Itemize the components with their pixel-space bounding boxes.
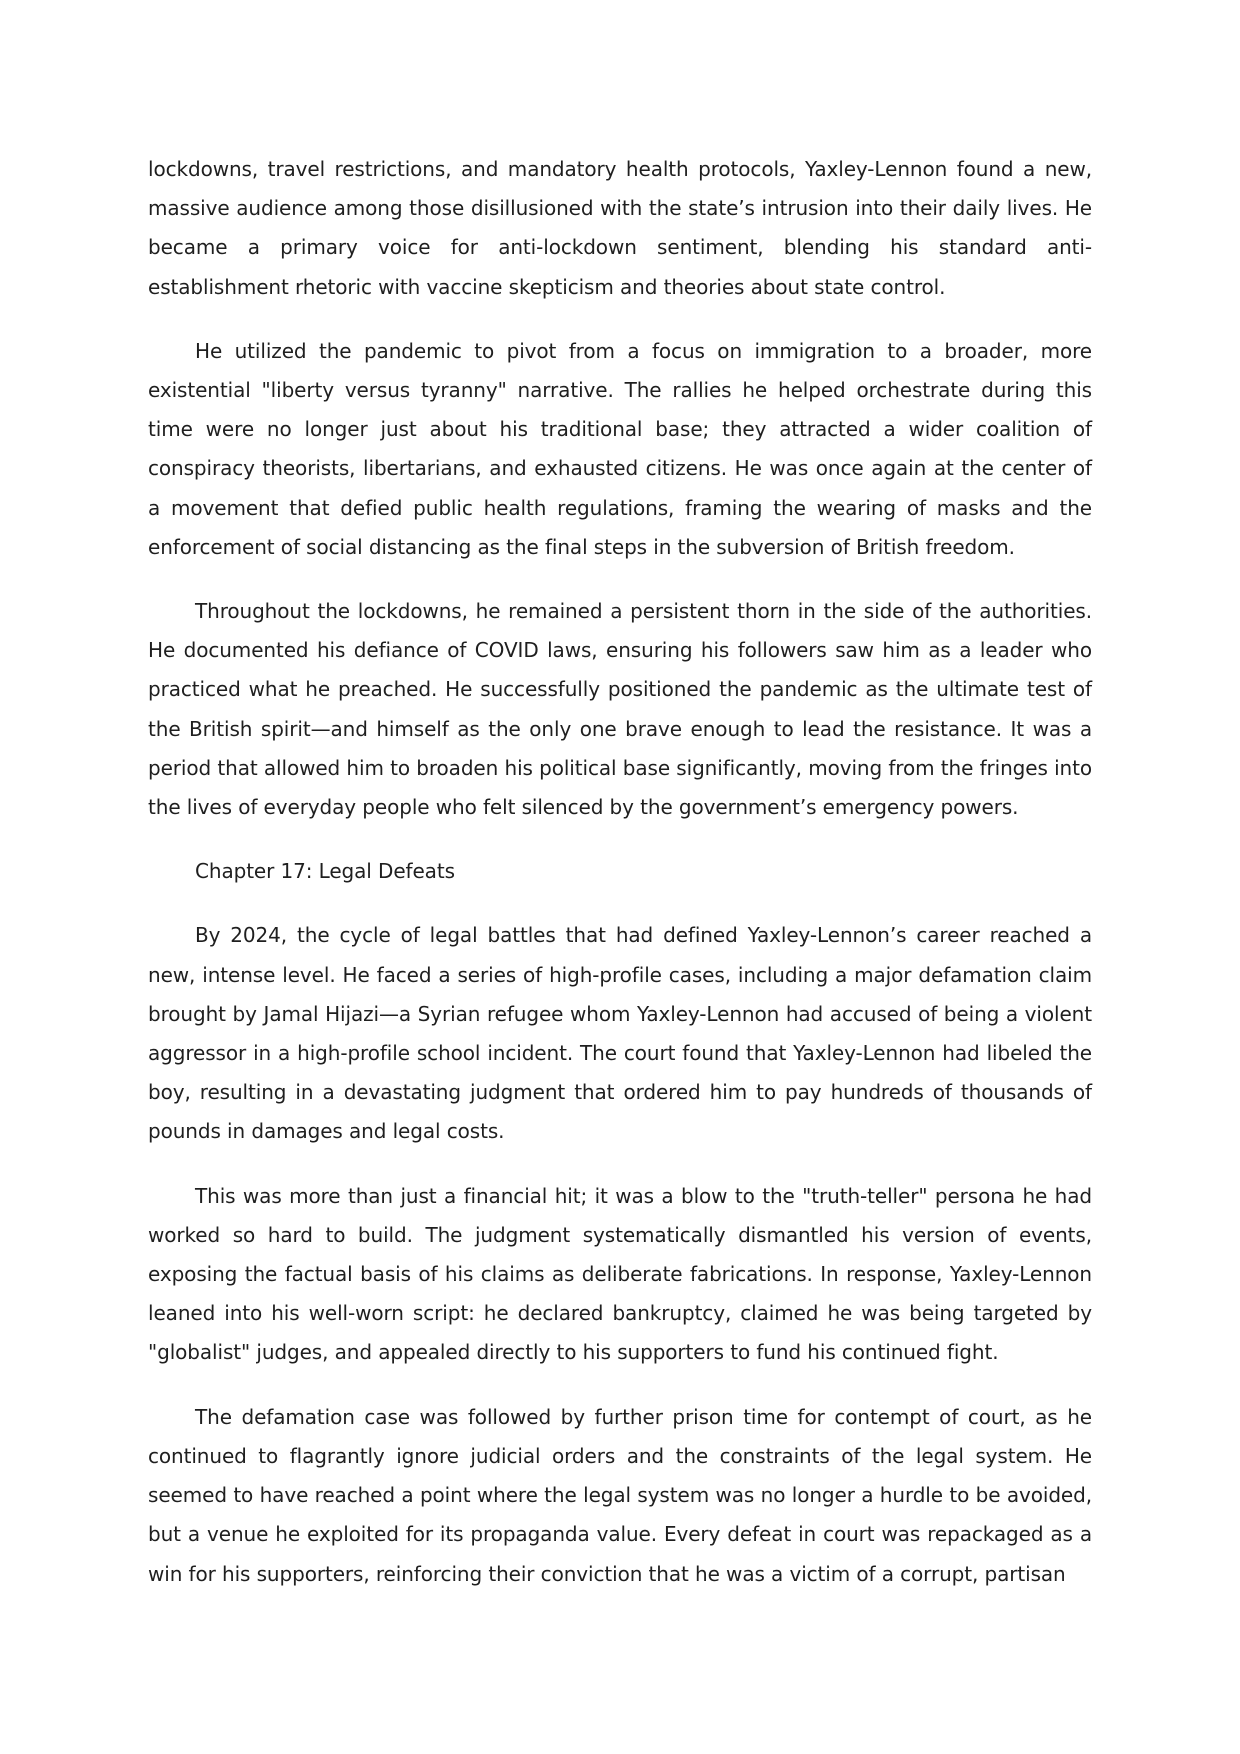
paragraph-defamation-case: By 2024, the cycle of legal battles that had defined Yaxley-Lennon’s career reached a new, intense level. He faced a series of high-profile cases, including a major defamation claim brought by Jamal Hijazi—a Syrian refugee whom Yaxley-Lennon had accused of being a violent aggressor in a high-profile school incident. The court found that Yaxley-Lennon had libeled the boy, resulting in a devastating judgment that ordered him to pay hundreds of thousands of pounds in damages and legal costs. (148, 923, 1092, 1144)
chapter-heading: Chapter 17: Legal Defeats (195, 859, 455, 884)
paragraph-defiance: Throughout the lockdowns, he remained a persistent thorn in the side of the authorities. He documented his defiance of COVID laws, ensuring his followers saw him as a leader who practiced what he preached. He successfully positioned the pandemic as the ultimate test of the British spirit—and himself as the only one brave enough to lead the resistance. It was a period that allowed him to broaden his political base significantly, moving from the fringes into the lives of everyday people who felt silenced by the government’s emergency powers. (148, 599, 1092, 820)
paragraph-liberty-narrative: He utilized the pandemic to pivot from a focus on immigration to a broader, more existential "liberty versus tyranny" narrative. The rallies he helped orchestrate during this time were no longer just about his traditional base; they attracted a wider coalition of conspiracy theorists, libertarians, and exhausted citizens. He was once again at the center of a movement that defied public health regulations, framing the wearing of masks and the enforcement of social distancing as the final steps in the subversion of British freedom. (148, 338, 1092, 559)
paragraph-contempt-of-court: The defamation case was followed by further prison time for contempt of court, as he continued to flagrantly ignore judicial orders and the constraints of the legal system. He seemed to have reached a point where the legal system was no longer a hurdle to be avoided, but a venue he exploited for its propaganda value. Every defeat in court was repackaged as a win for his supporters, reinforcing their conviction that he was a victim of a corrupt, partisan (148, 1404, 1092, 1586)
paragraph-financial-blow: This was more than just a financial hit; it was a blow to the "truth-teller" persona he had worked so hard to build. The judgment systematically dismantled his version of events, exposing the factual basis of his claims as deliberate fabrications. In response, Yaxley-Lennon leaned into his well-worn script: he declared bankruptcy, claimed he was being targeted by "globalist" judges, and appealed directly to his supporters to fund his continued fight. (148, 1183, 1092, 1365)
body-text (148, 150, 1092, 1619)
paragraph-lockdown-audience: lockdowns, travel restrictions, and mandatory health protocols, Yaxley-Lennon found a new, massive audience among those disillusioned with the state’s intrusion into their daily lives. He became a primary voice for anti-lockdown sentiment, blending his standard anti-establishment rhetoric with vaccine skepticism and theories about state control. (148, 157, 1092, 299)
